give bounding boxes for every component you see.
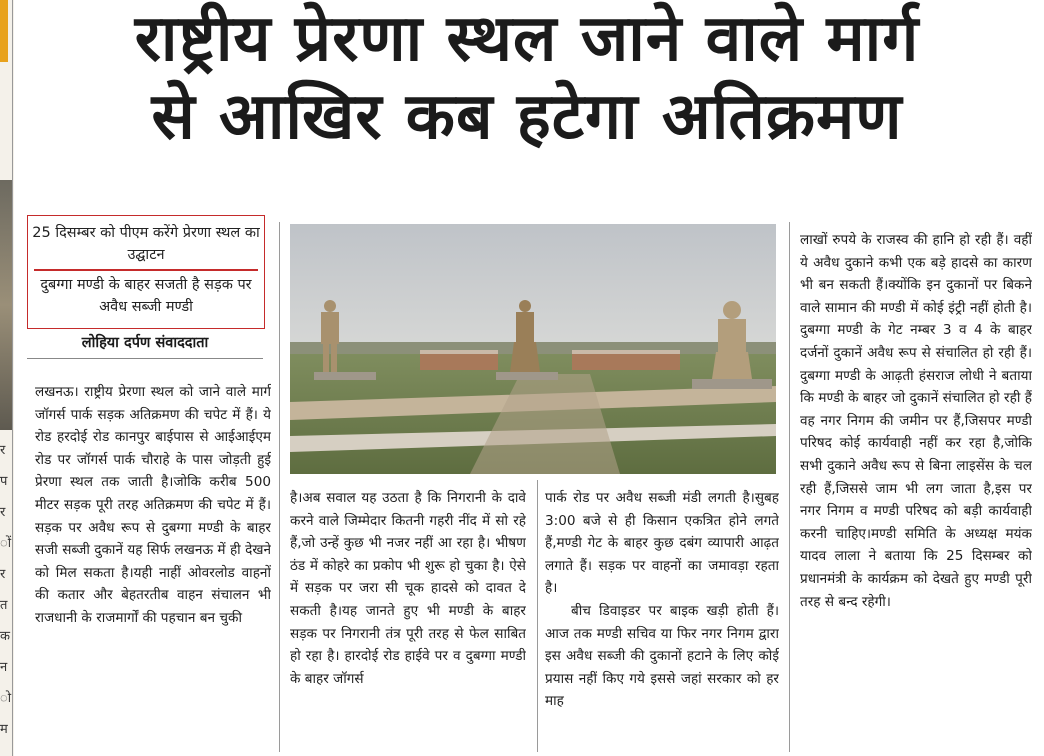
photo-illustration bbox=[290, 224, 776, 474]
adjacent-page-char: र bbox=[0, 505, 6, 520]
column-3-para-1: पार्क रोड पर अवैध सब्जी मंडी लगती है।सुबह 3:00 बजे से ही किसान एकत्रित होने लगते हैं,मण्डी गेट के बाहर कुछ दबंग व्यापारी आढ़त लगाते हैं। सड़क पर वाहनों का जमावड़ा रहता है। bbox=[545, 490, 779, 597]
adjacent-page-char: ो bbox=[0, 691, 12, 706]
adjacent-page-photo bbox=[0, 180, 12, 430]
column-3-para-2: बीच डिवाइडर पर बाइक खड़ी होती हैं। आज तक मण्डी सचिव या फिर नगर निगम द्वारा इस अवैध सब्जी की दुकानों हटाने के लिए कोई प्रयास नहीं किए गये इससे जहां सरकार को हर माह bbox=[545, 602, 779, 710]
column-4-text: लाखों रुपये के राजस्व की हानि हो रही हैं। वहीं ये अवैध दुकाने कभी एक बड़े हादसे का कारण भी बन सकती हैं।क्योंकि इन दुकानों पर बिकने वाले सामान की मण्डी में कोई इंट्री नहीं होती है। दुबग्गा मण्डी के गेट नम्बर 3 व 4 के बाहर दर्जनों दुकानें अवैध रूप से संचालित हो रही हैं। दुबग्गा मण्डी के आढ़ती हंसराज लोधी ने बताया कि मण्डी के बाहर जो दुकानें संचालित हो रही हैं वह नगर निगम की जमीन पर हैं,जिसपर मण्डी परिषद कोई कार्यवाही नहीं कर रहा है,जोकि सभी दुकाने अवैध रूप से बिना लाइसेंस के चल रही हैं,जिससे जाम भी लग जाता है,इस पर नगर निगम व मण्डी परिषद को बड़ी कार्यवाही करनी चाहिए।मण्डी समिति के अध्यक्ष मयंक यादव लाला ने बताया कि 25 दिसम्बर को प्रधानमंत्री के कार्यक्रम को देखते हुए मण्डी पूरी तरह से बन्द रहेगी। bbox=[800, 232, 1032, 610]
byline: लोहिया दर्पण संवाददाता bbox=[81, 335, 209, 351]
article-column-3 bbox=[545, 487, 779, 753]
headline-line-2: से आखिर कब हटेगा अतिक्रमण bbox=[151, 80, 903, 154]
adjacent-page-char: ों bbox=[0, 536, 12, 551]
headline-line-1: राष्ट्रीय प्रेरणा स्थल जाने वाले मार्ग bbox=[134, 2, 920, 76]
column-2-text: है।अब सवाल यह उठता है कि निगरानी के दावे करने वाले जिम्मेदार कितनी गहरी नींद में सो रहे हैं,जो उन्हें कुछ भी नजर नहीं आ रहा है। भीषण ठंड में कोहरे का प्रकोप भी शुरू हो चुका है। ऐसे में सड़क पर जरा सी चूक हादसे को दावत दे सकती है।यह जानते हुए भी मण्डी के बाहर सड़क पर निगरानी तंत्र पूरी तरह से फेल साबित हो रहा है। हारदोई रोड हाईवे पर व दुबग्गा मण्डी के बाहर जॉगर्स bbox=[290, 490, 526, 687]
column-rule-2 bbox=[537, 480, 538, 752]
adjacent-page-char: र bbox=[0, 567, 6, 582]
adjacent-page-char: त bbox=[0, 598, 8, 613]
adjacent-page-char: म bbox=[0, 722, 8, 737]
adjacent-page-text bbox=[0, 435, 12, 745]
byline-rule bbox=[27, 358, 263, 359]
article-column-2 bbox=[290, 487, 526, 753]
column-1-text: लखनऊ। राष्ट्रीय प्रेरणा स्थल को जाने वाले मार्ग जॉगर्स पार्क सड़क अतिक्रमण की चपेट में हैं। ये रोड हरदोई रोड कानपुर बाईपास से आईआईएम रोड पर जॉगर्स पार्क चौराहे के पास जोड़ती हुई प्रेरणा स्थल तक जाती है।जोकि करीब 500 मीटर सड़क पूरी तरह अतिक्रमण की चपेट में हैं। सड़क पर अवैध रूप से दुबग्गा मण्डी के बाहर सजी सब्जी दुकानें यह सिर्फ लखनऊ में ही देखने को मिल सकता है।यही नाहीं ओवरलोड वाहनों की कतार और बेहतरतीब वाहन संचालन भी राजधानी के राजमार्गों की पहचान बन चुकी bbox=[35, 384, 271, 626]
page-edge-rule bbox=[12, 0, 13, 756]
article-column-1 bbox=[35, 381, 271, 753]
adjacent-page-accent bbox=[0, 0, 8, 62]
prerna-sthal-photo bbox=[290, 224, 776, 474]
article-column-4 bbox=[800, 229, 1032, 753]
highlight-item-2: दुबग्गा मण्डी के बाहर सजती है सड़क पर अवैध सब्जी मण्डी bbox=[40, 277, 252, 315]
adjacent-page-char: न bbox=[0, 660, 8, 675]
headline bbox=[22, 0, 1032, 156]
highlights-box bbox=[27, 215, 265, 329]
adjacent-page-char: प bbox=[0, 474, 8, 489]
column-rule-1 bbox=[279, 222, 280, 752]
adjacent-page-char: र bbox=[0, 443, 6, 458]
adjacent-page-char: क bbox=[0, 629, 10, 644]
highlight-divider bbox=[34, 269, 258, 271]
column-rule-3 bbox=[789, 222, 790, 752]
highlight-item-1: 25 दिसम्बर को पीएम करेंगे प्रेरणा स्थल का उद्घाटन bbox=[32, 225, 260, 263]
